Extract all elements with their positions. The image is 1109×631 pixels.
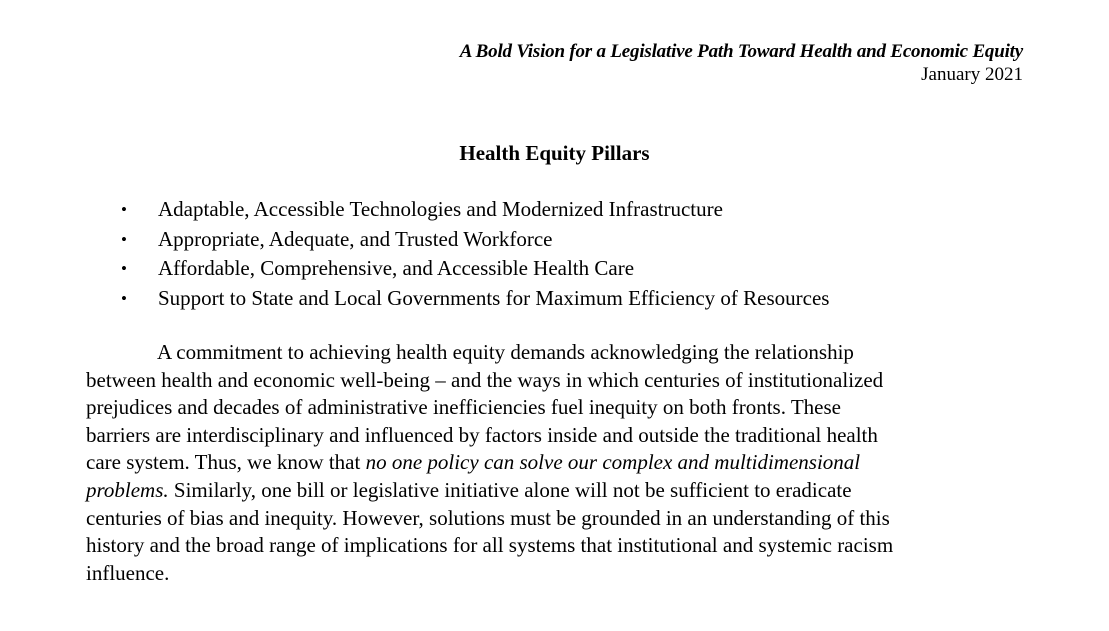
section-heading: Health Equity Pillars: [459, 141, 650, 165]
emphasized-text: problems.: [86, 477, 169, 502]
document-title: A Bold Vision for a Legislative Path Toward Health and Economic Equity: [459, 41, 1023, 62]
list-item: [118, 195, 829, 225]
paragraph-line: barriers are interdisciplinary and influenced by factors inside and outside the traditional health: [86, 422, 878, 447]
pillar-text: Support to State and Local Governments for Maximum Efficiency of Resources: [158, 285, 830, 310]
paragraph-text: Similarly, one bill or legislative initiative alone will not be sufficient to eradicate: [168, 477, 852, 502]
paragraph-line: [86, 477, 1016, 505]
paragraph-line: [86, 449, 1016, 477]
pillars-list: [118, 195, 829, 313]
pillar-text: Appropriate, Adequate, and Trusted Workforce: [158, 226, 553, 251]
pillar-text: Adaptable, Accessible Technologies and Modernized Infrastructure: [158, 197, 723, 221]
paragraph-line: influence.: [86, 560, 170, 585]
list-item: [118, 225, 829, 255]
paragraph-line: prejudices and decades of administrative inefficiencies fuel inequity on both fronts. These: [86, 395, 841, 420]
list-item: [118, 284, 829, 314]
emphasized-text: no one policy can solve our complex and multidimensional: [365, 450, 861, 475]
document-header: [460, 40, 1023, 86]
bullet-icon: •: [121, 229, 127, 249]
paragraph-line: centuries of bias and inequity. However, solutions must be grounded in an understanding of this: [86, 505, 890, 530]
paragraph-line: history and the broad range of implications for all systems that institutional and systemic racism: [86, 533, 894, 558]
document-date: January 2021: [921, 64, 1023, 85]
paragraph-text: care system. Thus, we know that: [86, 450, 366, 475]
paragraph-line: between health and economic well-being – and the ways in which centuries of institutionalized: [86, 367, 884, 392]
list-item: [118, 254, 829, 284]
body-paragraph: [86, 339, 1016, 587]
bullet-icon: •: [121, 200, 127, 219]
bullet-icon: •: [121, 259, 127, 278]
bullet-icon: •: [121, 288, 127, 308]
pillar-text: Affordable, Comprehensive, and Accessible Health Care: [158, 256, 635, 280]
paragraph-line: A commitment to achieving health equity demands acknowledging the relationship: [157, 340, 854, 364]
